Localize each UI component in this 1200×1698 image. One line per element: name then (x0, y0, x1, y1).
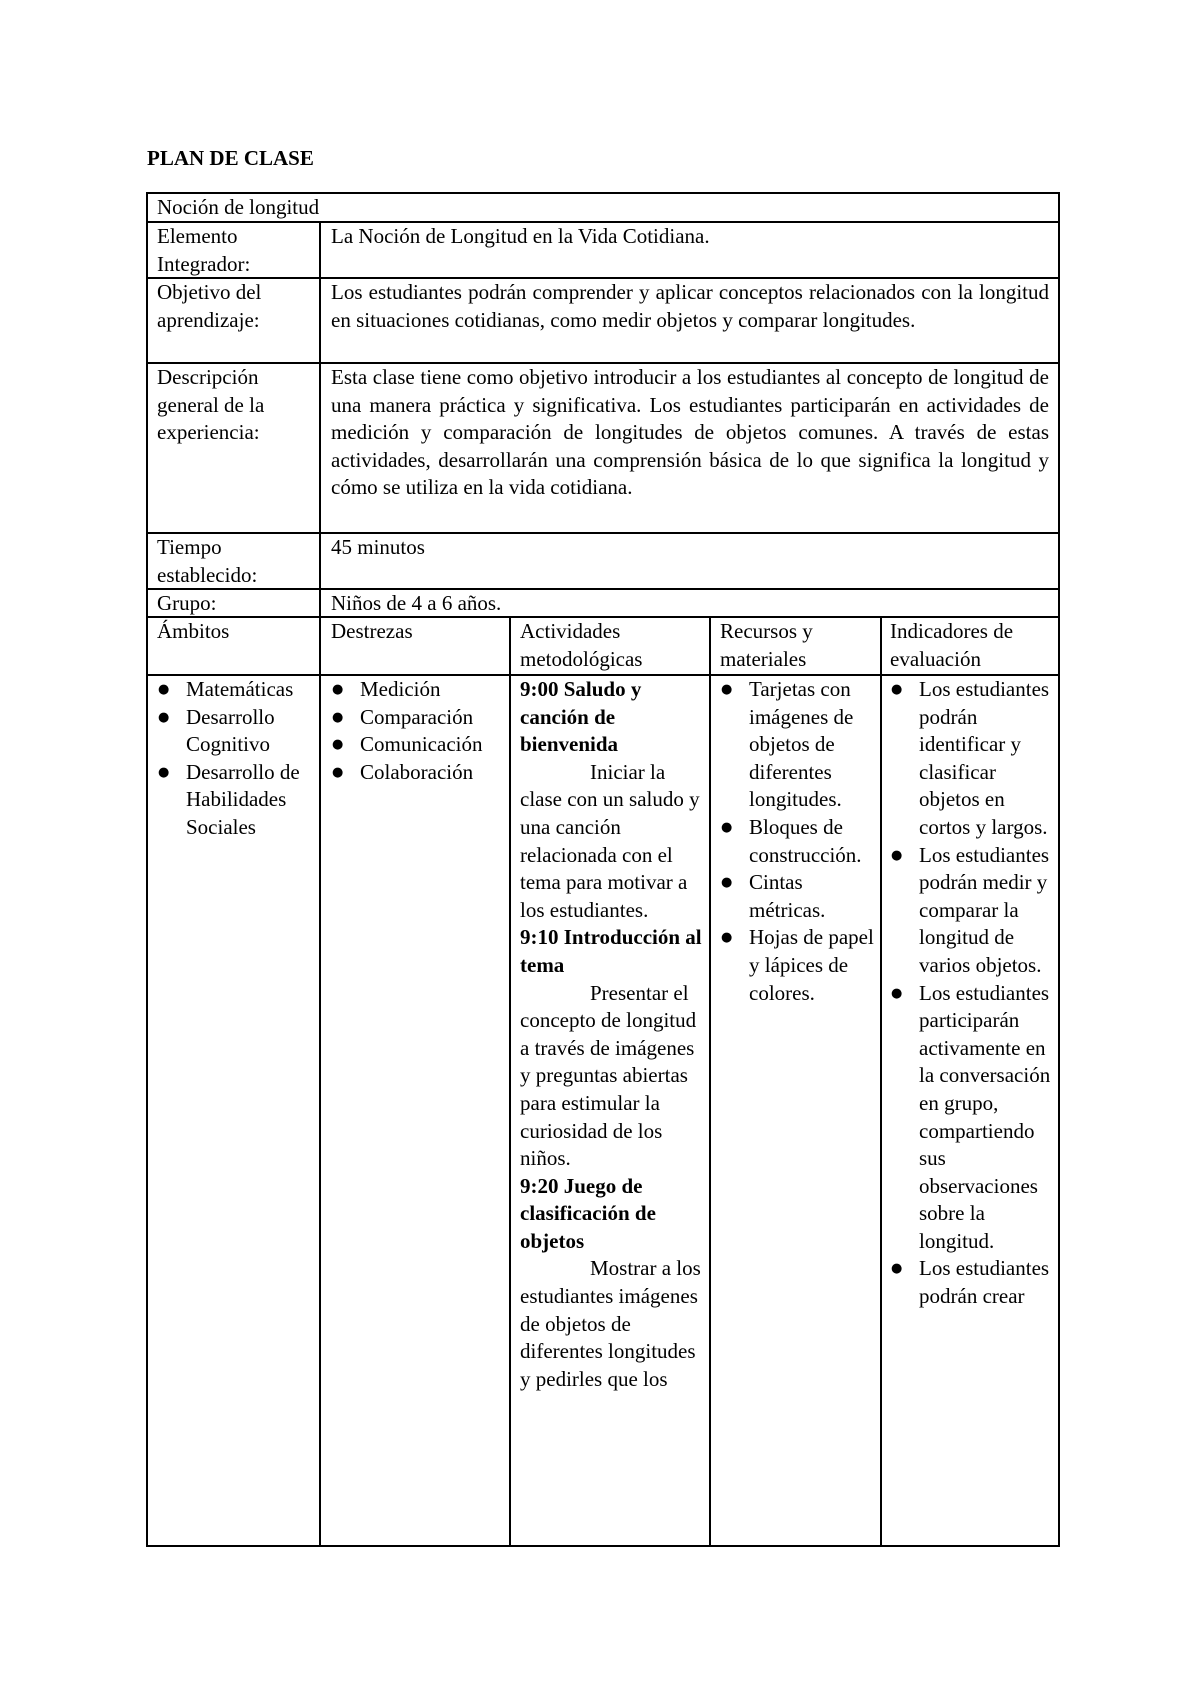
row-value-elemento: La Noción de Longitud en la Vida Cotidiana. (331, 224, 710, 248)
activity-text: Presentar el concepto de longitud a través de imágenes y preguntas abiertas para estimular la curiosidad de los niños. (520, 980, 697, 1171)
row-label-objetivo: Objetivo del aprendizaje: (157, 280, 262, 332)
list-item: ● Desarrollo Cognitivo (150, 704, 316, 759)
table-border (509, 616, 511, 1547)
list-item: ● Matemáticas (150, 676, 316, 704)
table-border (1058, 192, 1060, 1547)
row-label-descripcion: Descripción general de la experiencia: (157, 365, 265, 445)
activity-heading: 9:00 Saludo y canción de bienvenida (520, 677, 642, 757)
col-header-destrezas: Destrezas (331, 619, 413, 643)
activity-text: Mostrar a los estudiantes imágenes de objetos de diferentes longitudes y pedirles que los (520, 1256, 701, 1391)
row-value-grupo: Niños de 4 a 6 años. (331, 591, 502, 615)
table-border (146, 1545, 1060, 1547)
table-border (880, 616, 882, 1547)
list-item: ● Desarrollo de Habilidades Sociales (150, 759, 316, 842)
col-header-indicadores: Indicadores de evaluación (890, 619, 1014, 671)
destrezas-list (324, 676, 506, 786)
row-label-grupo: Grupo: (157, 591, 217, 615)
list-item: ● Los estudiantes podrán crear (883, 1255, 1057, 1310)
table-border (319, 221, 321, 1547)
table-border (709, 616, 711, 1547)
row-label-elemento: Elemento Integrador: (157, 224, 251, 276)
destrezas-cell (324, 676, 506, 786)
list-item: ● Comunicación (324, 731, 506, 759)
indicadores-list (883, 676, 1057, 1311)
col-header-recursos: Recursos y materiales (720, 619, 813, 671)
list-item: ● Tarjetas con imágenes de objetos de diferentes longitudes. (713, 676, 877, 814)
indicadores-cell (883, 676, 1057, 1544)
row-label-tiempo: Tiempo establecido: (157, 535, 258, 587)
list-item: ● Los estudiantes podrán medir y comparar la longitud de varios objetos. (883, 842, 1057, 980)
row-value-objetivo: Los estudiantes podrán comprender y aplicar conceptos relacionados con la longitud en situaciones cotidianas, como medir objetos y comparar longitudes. (331, 280, 1049, 332)
lesson-plan-table (146, 192, 1060, 1547)
list-item: ● Los estudiantes podrán identificar y clasificar objetos en cortos y largos. (883, 676, 1057, 842)
table-border (146, 192, 148, 1547)
list-item: ● Los estudiantes participarán activamente en la conversación en grupo, compartiendo sus observaciones sobre la longitud. (883, 980, 1057, 1256)
list-item: ● Comparación (324, 704, 506, 732)
list-item: ● Hojas de papel y lápices de colores. (713, 924, 877, 1007)
col-header-actividades: Actividades metodológicas (520, 619, 643, 671)
actividades-cell (520, 676, 703, 1393)
list-item: ● Colaboración (324, 759, 506, 787)
row-value-tiempo: 45 minutos (331, 535, 425, 559)
activity-heading: 9:10 Introducción al tema (520, 925, 702, 977)
recursos-cell (713, 676, 877, 1007)
list-item: ● Bloques de construcción. (713, 814, 877, 869)
ambitos-cell (150, 676, 316, 842)
list-item: ● Cintas métricas. (713, 869, 877, 924)
activity-text: Iniciar la clase con un saludo y una canción relacionada con el tema para motivar a los estudiantes. (520, 759, 700, 922)
page-title: PLAN DE CLASE (147, 146, 314, 170)
recursos-list (713, 676, 877, 1007)
list-item: ● Medición (324, 676, 506, 704)
activity-heading: 9:20 Juego de clasificación de objetos (520, 1173, 656, 1253)
row-value-descripcion: Esta clase tiene como objetivo introducir a los estudiantes al concepto de longitud de una manera práctica y significativa. Los estudiantes participarán en actividades de medición y comparación de longitudes de objetos comunes. A través de estas actividades, desarrollarán una comprensión básica de lo que significa la longitud y cómo se utiliza en la vida cotidiana. (331, 365, 1049, 500)
ambitos-list (150, 676, 316, 842)
topic-header: Noción de longitud (157, 195, 320, 219)
col-header-ambitos: Ámbitos (157, 619, 230, 643)
